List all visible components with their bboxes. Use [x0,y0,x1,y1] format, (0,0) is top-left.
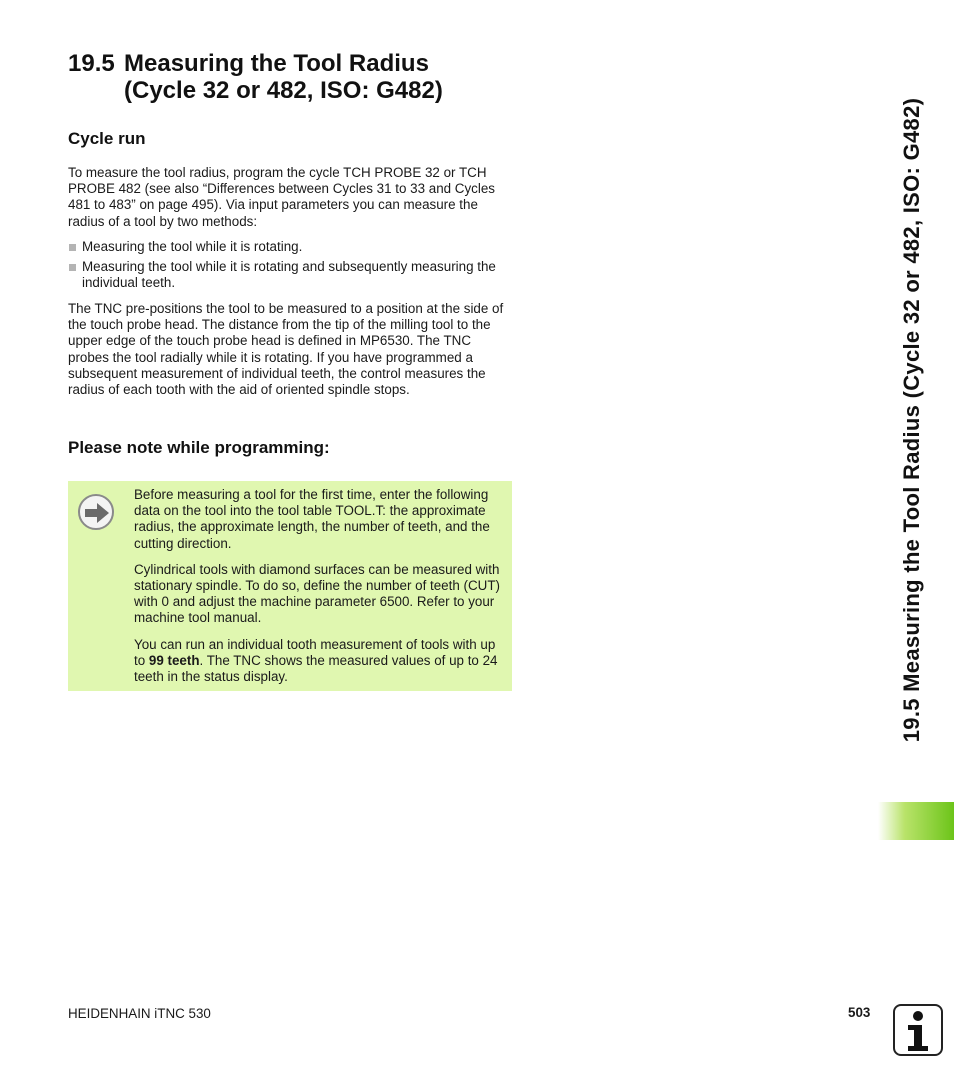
cycle-run-intro: To measure the tool radius, program the cycle TCH PROBE 32 or TCH PROBE 482 (see also “Differences between Cycles 31 to 33 and Cycles 481 to 483” on page 495). Via input parameters you can measure the radius of a tool by two methods: [68,165,495,229]
bullet-square-icon [69,264,76,271]
section-title-line2: (Cycle 32 or 482, ISO: G482) [124,77,443,104]
list-item [68,259,512,291]
section-title-line1: Measuring the Tool Radius [124,50,429,77]
programming-note-heading: Please note while programming: [68,438,330,457]
info-icon [893,1004,943,1056]
list-item-text: Measuring the tool while it is rotating and subsequently measuring the individual teeth. [82,259,496,291]
bullet-square-icon [69,244,76,251]
note-paragraph-3-start: You can run an individual tooth measurement of tools with up to [134,636,496,668]
programming-note-box [68,481,512,691]
manual-name: HEIDENHAIN iTNC 530 [68,1006,211,1021]
teeth-limit: 99 teeth [148,652,200,668]
method-list [68,239,512,296]
programming-note-text [134,487,504,695]
chapter-tab-marker [878,802,954,840]
arrow-right-icon [78,494,114,530]
side-chapter-title: 19.5 Measuring the Tool Radius (Cycle 32 or 482, ISO: G482) [899,97,924,743]
cycle-run-heading: Cycle run [68,129,146,148]
note-paragraph-3-end: . The TNC shows the measured values of up to 24 teeth in the status display. [134,652,498,685]
note-paragraph-3 [134,637,504,686]
section-number: 19.5 [68,50,115,77]
page-title [68,50,443,104]
note-paragraph-1: Before measuring a tool for the first time, enter the following data on the tool into the tool table TOOL.T: the approximate radius, the approximate length, the number of teeth, and the cutting direction. [134,487,490,551]
list-item [68,239,512,255]
note-paragraph-2: Cylindrical tools with diamond surfaces can be measured with stationary spindle. To do so, define the number of teeth (CUT) with 0 and adjust the machine parameter 6500. Refer to your machine tool manual. [134,561,500,626]
cycle-run-description: The TNC pre-positions the tool to be measured to a position at the side of the touch probe head. The distance from the tip of the milling tool to the upper edge of the touch probe head is defined in MP6530. The TNC probes the tool radially while it is rotating. If you have programmed a subsequent measurement of individual teeth, the control measures the radius of each tooth with the aid of oriented spindle stops. [68,301,504,398]
page-number: 503 [848,1005,871,1020]
list-item-text: Measuring the tool while it is rotating. [82,239,303,254]
